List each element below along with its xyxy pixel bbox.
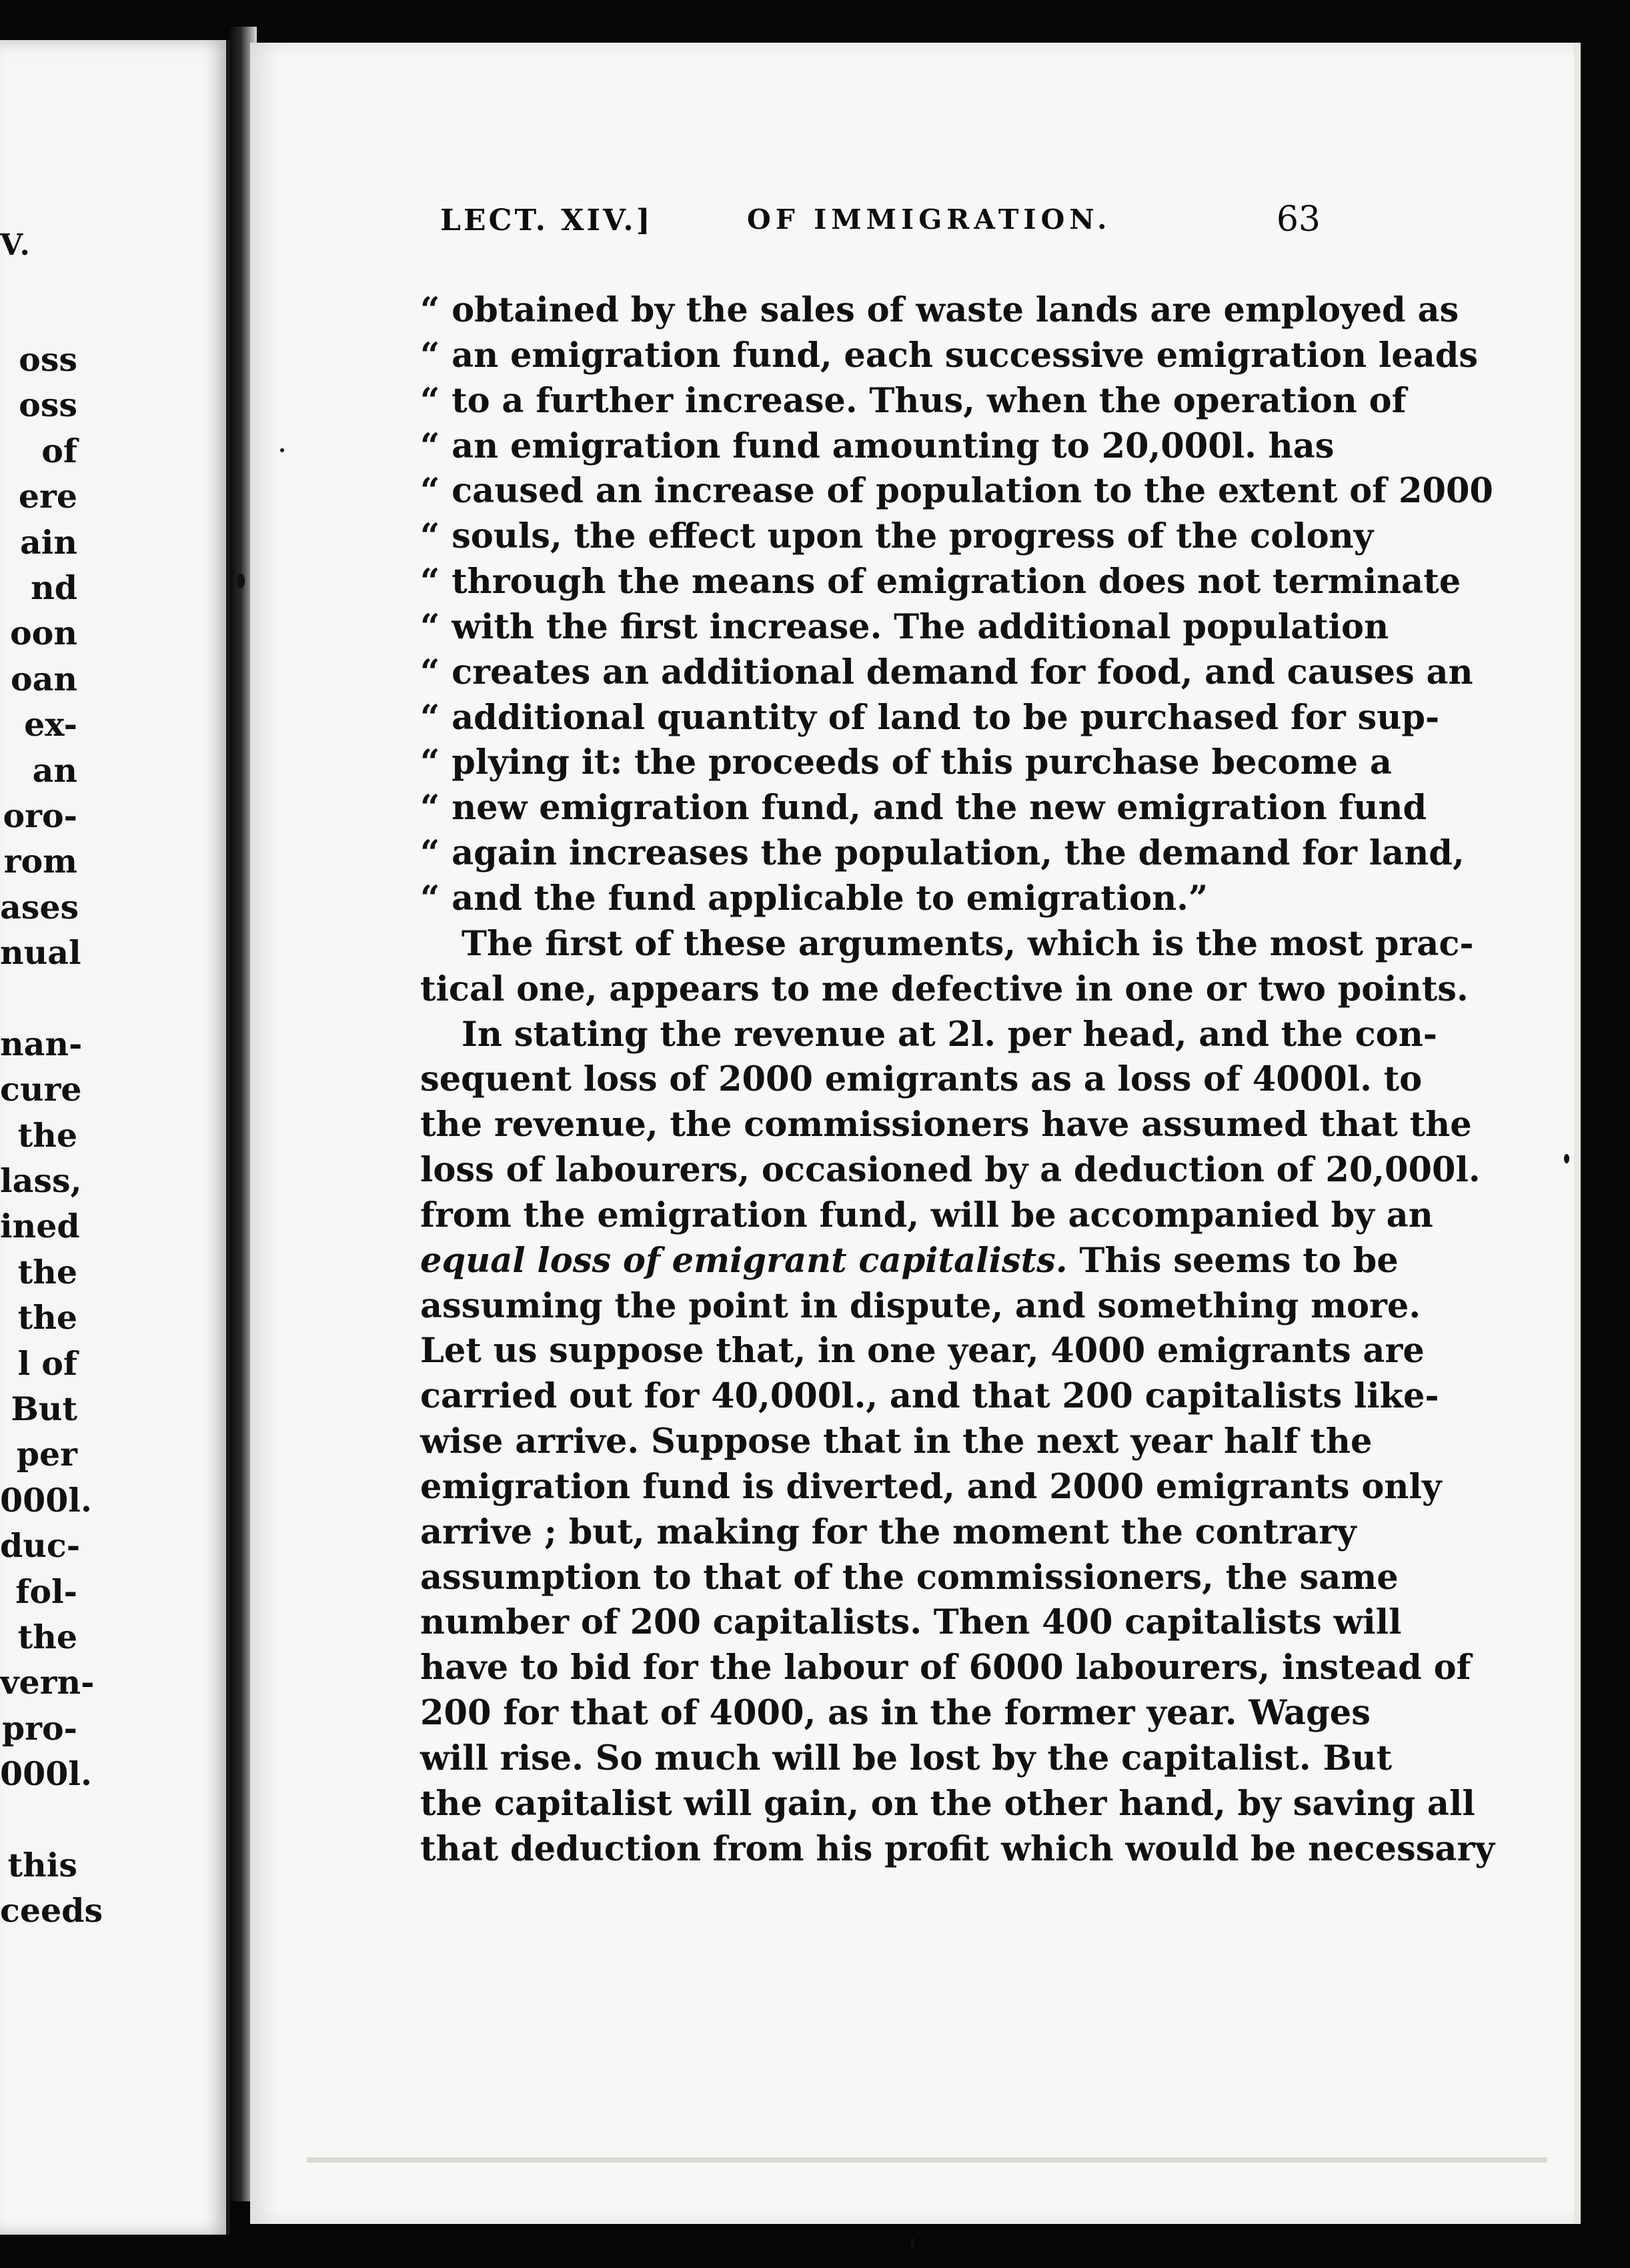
previous-page-line: oro- xyxy=(3,796,77,835)
text-line: number of 200 capitalists. Then 400 capitalists will xyxy=(420,1602,1402,1643)
previous-page-line: an xyxy=(32,750,77,790)
text-line xyxy=(420,1239,1399,1284)
text-line: “ to a further increase. Thus, when the operation of xyxy=(420,380,1407,421)
text-line: from the emigration fund, will be accompanied by an xyxy=(420,1195,1433,1235)
previous-page-line: ases xyxy=(0,887,79,927)
text-line: Let us suppose that, in one year, 4000 emigrants are xyxy=(420,1331,1425,1371)
previous-page-line: vern- xyxy=(0,1663,95,1702)
previous-page-line: the xyxy=(17,1252,77,1291)
ink-speck xyxy=(237,574,245,588)
previous-page-line: ex- xyxy=(24,705,77,744)
text-line: In stating the revenue at 2l. per head, and the con- xyxy=(462,1014,1437,1055)
text-line: have to bid for the labour of 6000 labourers, instead of xyxy=(420,1648,1471,1688)
previous-page-line: ceeds xyxy=(0,1891,103,1930)
chapter-reference: LECT. XIV.] xyxy=(440,203,653,237)
previous-page-line: nan- xyxy=(0,1024,83,1063)
text-line: that deduction from his profit which would be necessary xyxy=(420,1828,1495,1869)
text-line: will rise. So much will be lost by the capitalist. But xyxy=(420,1738,1393,1778)
previous-page-line: l of xyxy=(17,1343,77,1383)
text-line: “ through the means of emigration does not terminate xyxy=(420,562,1461,602)
previous-page-line xyxy=(0,1797,77,1842)
text-fragment: This seems to be xyxy=(1067,1240,1399,1281)
page-body xyxy=(420,288,1495,1872)
text-line: emigration fund is diverted, and 2000 emigrants only xyxy=(420,1466,1442,1507)
previous-page-line: fol- xyxy=(15,1572,77,1611)
ink-speck xyxy=(910,2238,914,2247)
text-line: assumption to that of the commissioners, the same xyxy=(420,1557,1399,1598)
text-line: the capitalist will gain, on the other hand, by saving all xyxy=(420,1783,1475,1824)
previous-page-line: oan xyxy=(10,659,77,698)
text-line: “ plying it: the proceeds of this purchase become a xyxy=(420,742,1392,783)
emphasized-phrase: equal loss of emigrant capitalists. xyxy=(420,1240,1068,1281)
text-line: loss of labourers, occasioned by a deduction of 20,000l. xyxy=(420,1150,1481,1191)
previous-page-line: oss xyxy=(19,386,77,425)
previous-page-line: 000l. xyxy=(0,1754,92,1794)
text-line: “ souls, the effect upon the progress of the colony xyxy=(420,516,1374,557)
text-line: wise arrive. Suppose that in the next year half the xyxy=(420,1422,1373,1462)
text-line: assuming the point in dispute, and something more. xyxy=(420,1285,1421,1326)
text-line: The first of these arguments, which is the most prac- xyxy=(462,923,1474,964)
page-title: OF IMMIGRATION. xyxy=(747,203,1112,235)
previous-page-line: ined xyxy=(0,1207,80,1246)
previous-page-line: the xyxy=(17,1115,77,1155)
previous-page-text xyxy=(0,337,103,1934)
text-line: “ an emigration fund, each successive emigration leads xyxy=(420,335,1479,376)
previous-page-line: oss xyxy=(19,340,77,379)
previous-page-line: ain xyxy=(20,522,77,562)
page-number: 63 xyxy=(1276,199,1321,239)
previous-page-line: rom xyxy=(3,842,77,881)
running-header xyxy=(440,199,1321,250)
text-line: sequent loss of 2000 emigrants as a loss of 4000l. to xyxy=(420,1059,1423,1100)
text-line: carried out for 40,000l., and that 200 capitalists like- xyxy=(420,1376,1439,1417)
ink-speck xyxy=(280,448,284,452)
previous-page-header: V. xyxy=(0,228,32,262)
text-line: “ caused an increase of population to the extent of 2000 xyxy=(420,471,1493,512)
text-line: tical one, appears to me defective in one or two points. xyxy=(420,969,1469,1009)
text-line: “ new emigration fund, and the new emigration fund xyxy=(420,788,1427,828)
previous-page-line: the xyxy=(17,1298,77,1337)
text-line: “ again increases the population, the demand for land, xyxy=(420,833,1465,874)
text-line: 200 for that of 4000, as in the former year. Wages xyxy=(420,1693,1371,1734)
text-line: “ an emigration fund amounting to 20,000l. has xyxy=(420,426,1335,466)
previous-page-line: But xyxy=(11,1389,77,1428)
previous-page-line: nd xyxy=(31,568,77,607)
text-line: the revenue, the commissioners have assumed that the xyxy=(420,1105,1472,1145)
page-bottom-edge xyxy=(307,2157,1547,2163)
text-line: “ additional quantity of land to be purchased for sup- xyxy=(420,697,1440,738)
text-line: arrive ; but, making for the moment the contrary xyxy=(420,1512,1357,1552)
previous-page-line: oon xyxy=(10,614,77,653)
previous-page-line: nual xyxy=(0,933,81,973)
previous-page-line: the xyxy=(17,1617,77,1656)
previous-page-line: duc- xyxy=(0,1526,81,1566)
previous-page-line xyxy=(0,975,77,1021)
previous-page xyxy=(0,40,230,2235)
previous-page-line: pro- xyxy=(1,1708,77,1748)
text-line: “ and the fund applicable to emigration.” xyxy=(420,878,1208,919)
text-line: “ creates an additional demand for food, and causes an xyxy=(420,652,1473,692)
previous-page-line: per xyxy=(16,1435,77,1474)
previous-page-line: 000l. xyxy=(0,1480,92,1520)
previous-page-line: ere xyxy=(18,477,77,516)
previous-page-line: this xyxy=(7,1845,77,1884)
ink-speck xyxy=(1564,1154,1569,1163)
text-line: “ obtained by the sales of waste lands are employed as xyxy=(420,290,1459,330)
text-line: “ with the first increase. The additional population xyxy=(420,606,1389,647)
previous-page-line: cure xyxy=(0,1070,82,1109)
previous-page-line: lass, xyxy=(0,1161,82,1201)
previous-page-line: of xyxy=(41,431,77,470)
